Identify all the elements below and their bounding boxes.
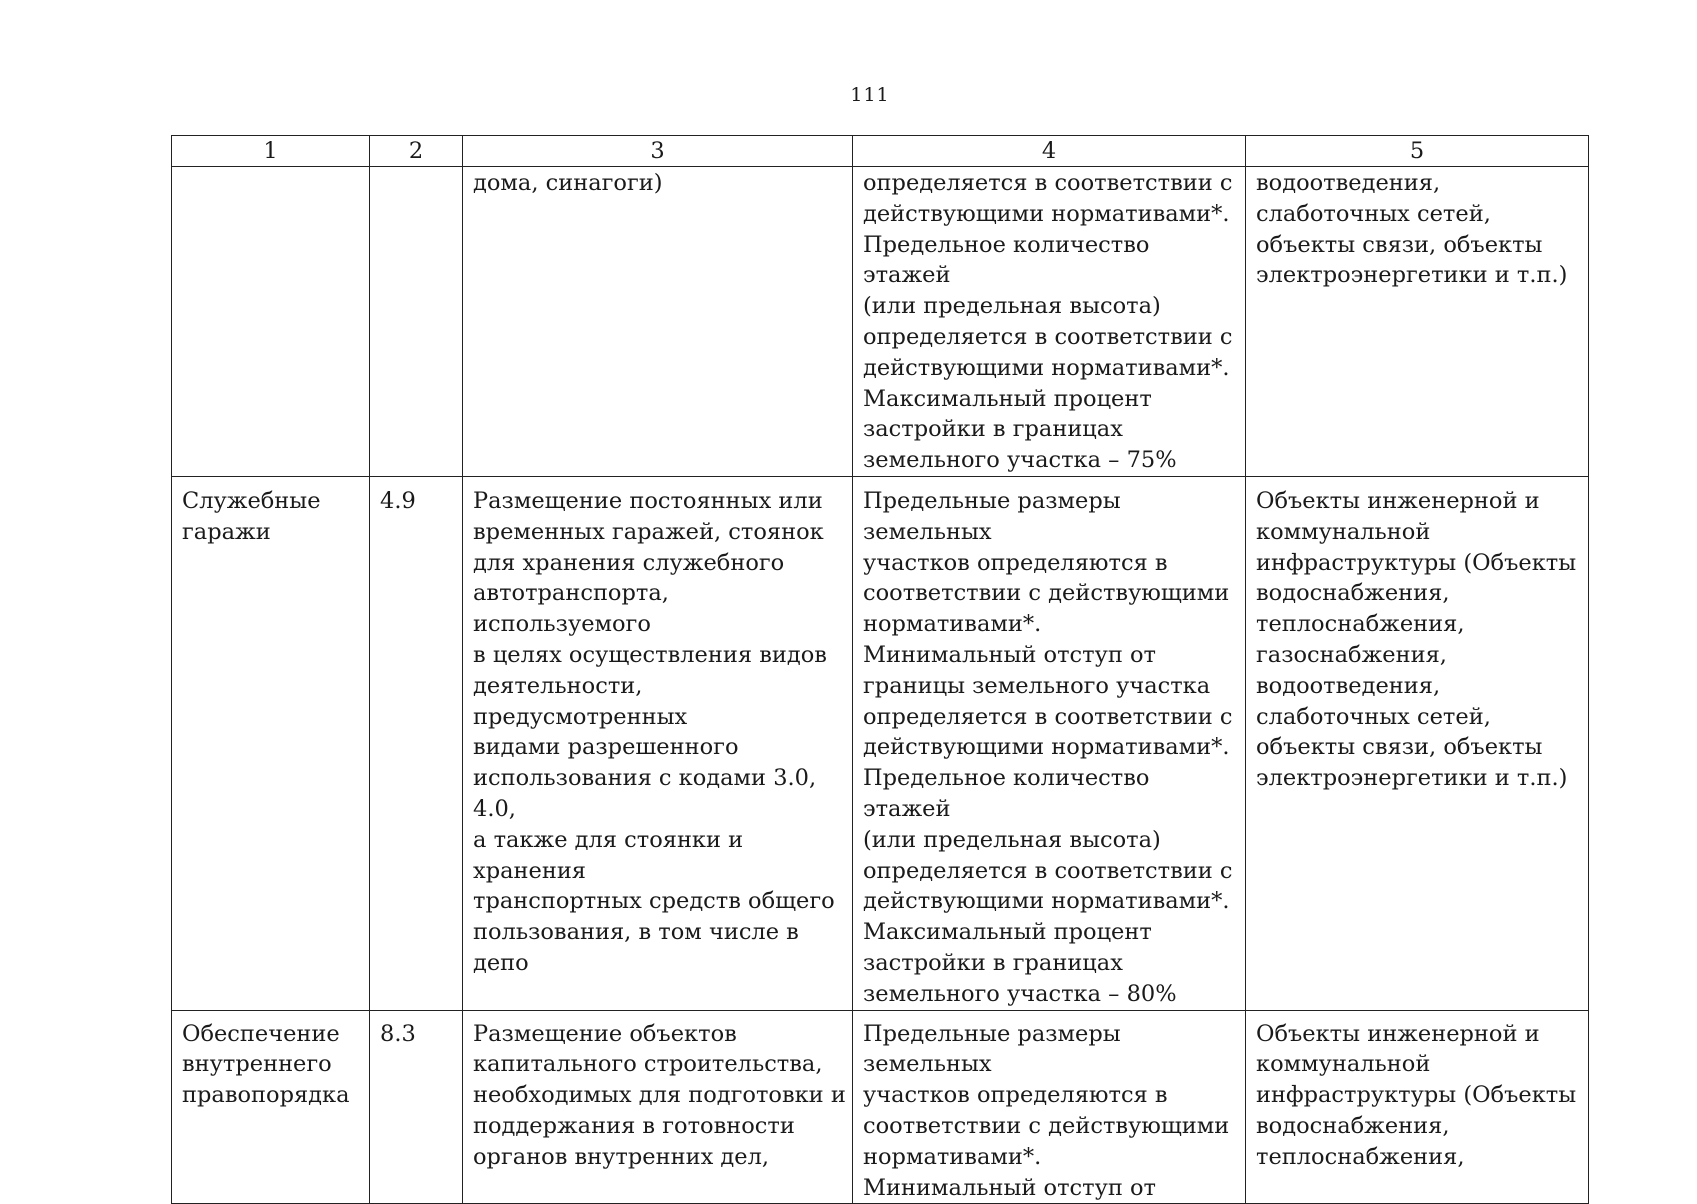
- ancillary-use-cell: Объекты инженерной и коммунальной инфраструктуры (Объекты водоснабжения, теплоснабжения, газоснабжения, водоотведения, слаботочных сетей, объекты связи, объекты электроэнергетики и т.п.): [1246, 476, 1589, 1010]
- description-cell: Размещение объектов капитального строительства, необходимых для подготовки и поддержания в готовности органов внутренних дел,: [463, 1010, 853, 1204]
- column-header: 1: [172, 136, 370, 167]
- column-header: 3: [463, 136, 853, 167]
- code-cell: 4.9: [370, 476, 463, 1010]
- parameters-cell: Предельные размеры земельных участков определяются в соответствии с действующими нормативами*. Минимальный отступ от: [853, 1010, 1246, 1204]
- description-cell: дома, синагоги): [463, 167, 853, 477]
- use-type-cell: Служебные гаражи: [172, 476, 370, 1010]
- column-header: 2: [370, 136, 463, 167]
- table-row: [172, 167, 1589, 477]
- ancillary-use-cell: водоотведения, слаботочных сетей, объекты связи, объекты электроэнергетики и т.п.): [1246, 167, 1589, 477]
- column-header: 5: [1246, 136, 1589, 167]
- page-number: 111: [850, 84, 890, 106]
- code-cell: 8.3: [370, 1010, 463, 1204]
- zoning-table: [171, 135, 1589, 1204]
- table-row: [172, 1010, 1589, 1204]
- code-cell: [370, 167, 463, 477]
- ancillary-use-cell: Объекты инженерной и коммунальной инфраструктуры (Объекты водоснабжения, теплоснабжения,: [1246, 1010, 1589, 1204]
- parameters-cell: Предельные размеры земельных участков определяются в соответствии с действующими нормативами*. Минимальный отступ от границы земельного участка определяется в соответствии с действующими нормативами*. Предельное количество этажей (или предельная высота) определяется в соответствии с действующими нормативами*. Максимальный процент застройки в границах земельного участка – 80%: [853, 476, 1246, 1010]
- use-type-cell: Обеспечение внутреннего правопорядка: [172, 1010, 370, 1204]
- table-row: [172, 476, 1589, 1010]
- table-header-row: [172, 136, 1589, 167]
- parameters-cell: определяется в соответствии с действующими нормативами*. Предельное количество этажей (или предельная высота) определяется в соответствии с действующими нормативами*. Максимальный процент застройки в границах земельного участка – 75%: [853, 167, 1246, 477]
- column-header: 4: [853, 136, 1246, 167]
- use-type-cell: [172, 167, 370, 477]
- description-cell: Размещение постоянных или временных гаражей, стоянок для хранения служебного автотранспорта, используемого в целях осуществления видов деятельности, предусмотренных видами разрешенного использования с кодами 3.0, 4.0, а также для стоянки и хранения транспортных средств общего пользования, в том числе в депо: [463, 476, 853, 1010]
